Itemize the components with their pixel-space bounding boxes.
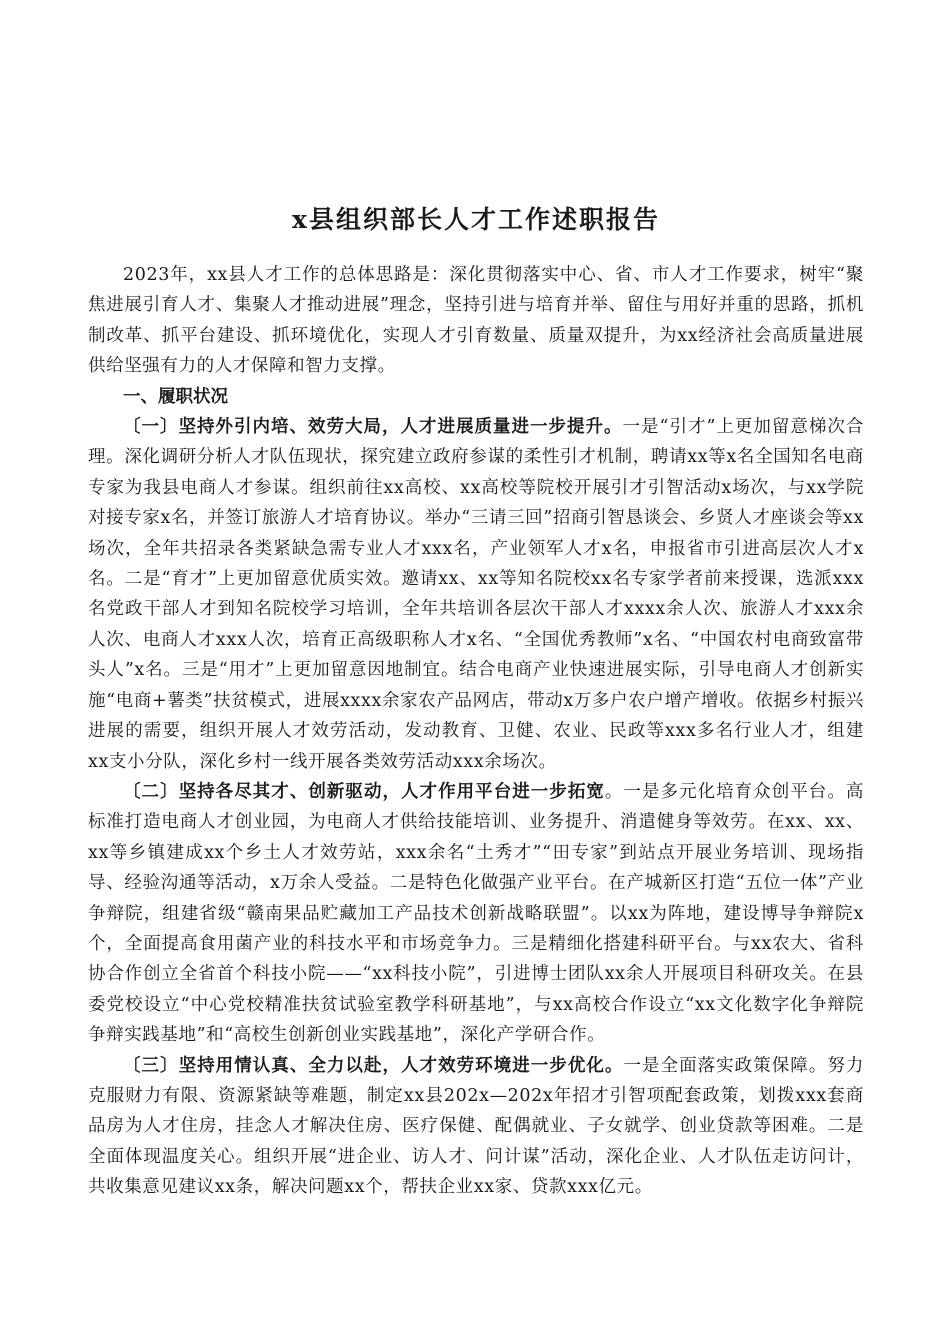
section-heading-1: 一、履职状况 <box>123 386 228 407</box>
item-2-paragraph <box>88 777 864 1051</box>
item-3-lead: 〔三〕坚持用情认真、全力以赴，人才效劳环境进一步优化。 <box>123 1055 624 1076</box>
item-3-paragraph <box>88 1051 864 1203</box>
item-1-lead: 〔一〕坚持外引内培、效劳大局，人才进展质量进一步提升。 <box>123 417 623 438</box>
item-2-lead: 〔二〕坚持各尽其才、创新驱动，人才作用平台进一步拓宽 <box>123 781 605 802</box>
item-1-body: 一是“引才”上更加留意梯次合理。深化调研分析人才队伍现状，探究建立政府参谋的柔性引才机制，聘请xx等x名全国知名电商专家为我县电商人才参谋。组织前往xx高校、xx高校等院校开展引才引智活动x场次，与xx学院对接专家x名，并签订旅游人才培育协议。举办“三请三回”招商引智恳谈会、乡贤人才座谈会等xx场次，全年共招录各类紧缺急需专业人才xxx名，产业领军人才x名，申报省市引进高层次人才x名。二是“育才”上更加留意优质实效。邀请xx、xx等知名院校xx名专家学者前来授课，选派xxx名党政干部人才到知名院校学习培训，全年共培训各层次干部人才xxxx余人次、旅游人才xxx余人次、电商人才xxx人次，培育正高级职称人才x名、“全国优秀教师”x名、“中国农村电商致富带头人”x名。三是“用才”上更加留意因地制宜。结合电商产业快速进展实际，引导电商人才创新实施“电商+薯类”扶贫模式，进展xxxx余家农产品网店，带动x万多户农户增产增收。依据乡村振兴进展的需要，组织开展人才效劳活动，发动教育、卫健、农业、民政等xxx多名行业人才，组建xx支小分队，深化乡村一线开展各类效劳活动xxx余场次。 <box>88 417 864 772</box>
item-1-paragraph <box>88 412 864 777</box>
document-title: x县组织部长人才工作述职报告 <box>292 205 660 234</box>
item-2-body: 。一是多元化培育众创平台。高标准打造电商人才创业园，为电商人才供给技能培训、业务提升、消遣健身等效劳。在xx、xx、xx等乡镇建成xx个乡土人才效劳站，xxx余名“土秀才”“田专家”到站点开展业务培训、现场指导、经验沟通等活动，x万余人受益。二是特色化做强产业平台。在产城新区打造“五位一体”产业争辩院，组建省级“赣南果品贮藏加工产品技术创新战略联盟”。以xx为阵地，建设博导争辩院x个，全面提高食用菌产业的科技水平和市场竞争力。三是精细化搭建科研平台。与xx农大、省科协合作创立全省首个科技小院——“xx科技小院”，引进博士团队xx余人开展项目科研攻关。在县委党校设立“中心党校精准扶贫试验室教学科研基地”，与xx高校合作设立“xx文化数字化争辩院争辩实践基地”和“高校生创新创业实践基地”，深化产学研合作。 <box>88 781 864 1046</box>
intro-paragraph: 2023年，xx县人才工作的总体思路是：深化贯彻落实中心、省、市人才工作要求，树牢“聚焦进展引育人才、集聚人才推动进展”理念，坚持引进与培育并举、留住与用好并重的思路，抓机制改革、抓平台建设、抓环境优化，实现人才引育数量、质量双提升，为xx经济社会高质量进展供给坚强有力的人才保障和智力支撑。 <box>88 265 864 377</box>
item-3-body: 一是全面落实政策保障。努力克服财力有限、资源紧缺等难题，制定xx县202x—202x年招才引智项配套政策，划拨xxx套商品房为人才住房，挂念人才解决住房、医疗保健、配偶就业、子女就学、创业贷款等困难。二是全面体现温度关心。组织开展“进企业、访人才、问计谋”活动，深化企业、人才队伍走访问计，共收集意见建议xx条，解决问题xx个，帮扶企业xx家、贷款xxx亿元。 <box>88 1055 864 1198</box>
document-page <box>88 200 864 1203</box>
